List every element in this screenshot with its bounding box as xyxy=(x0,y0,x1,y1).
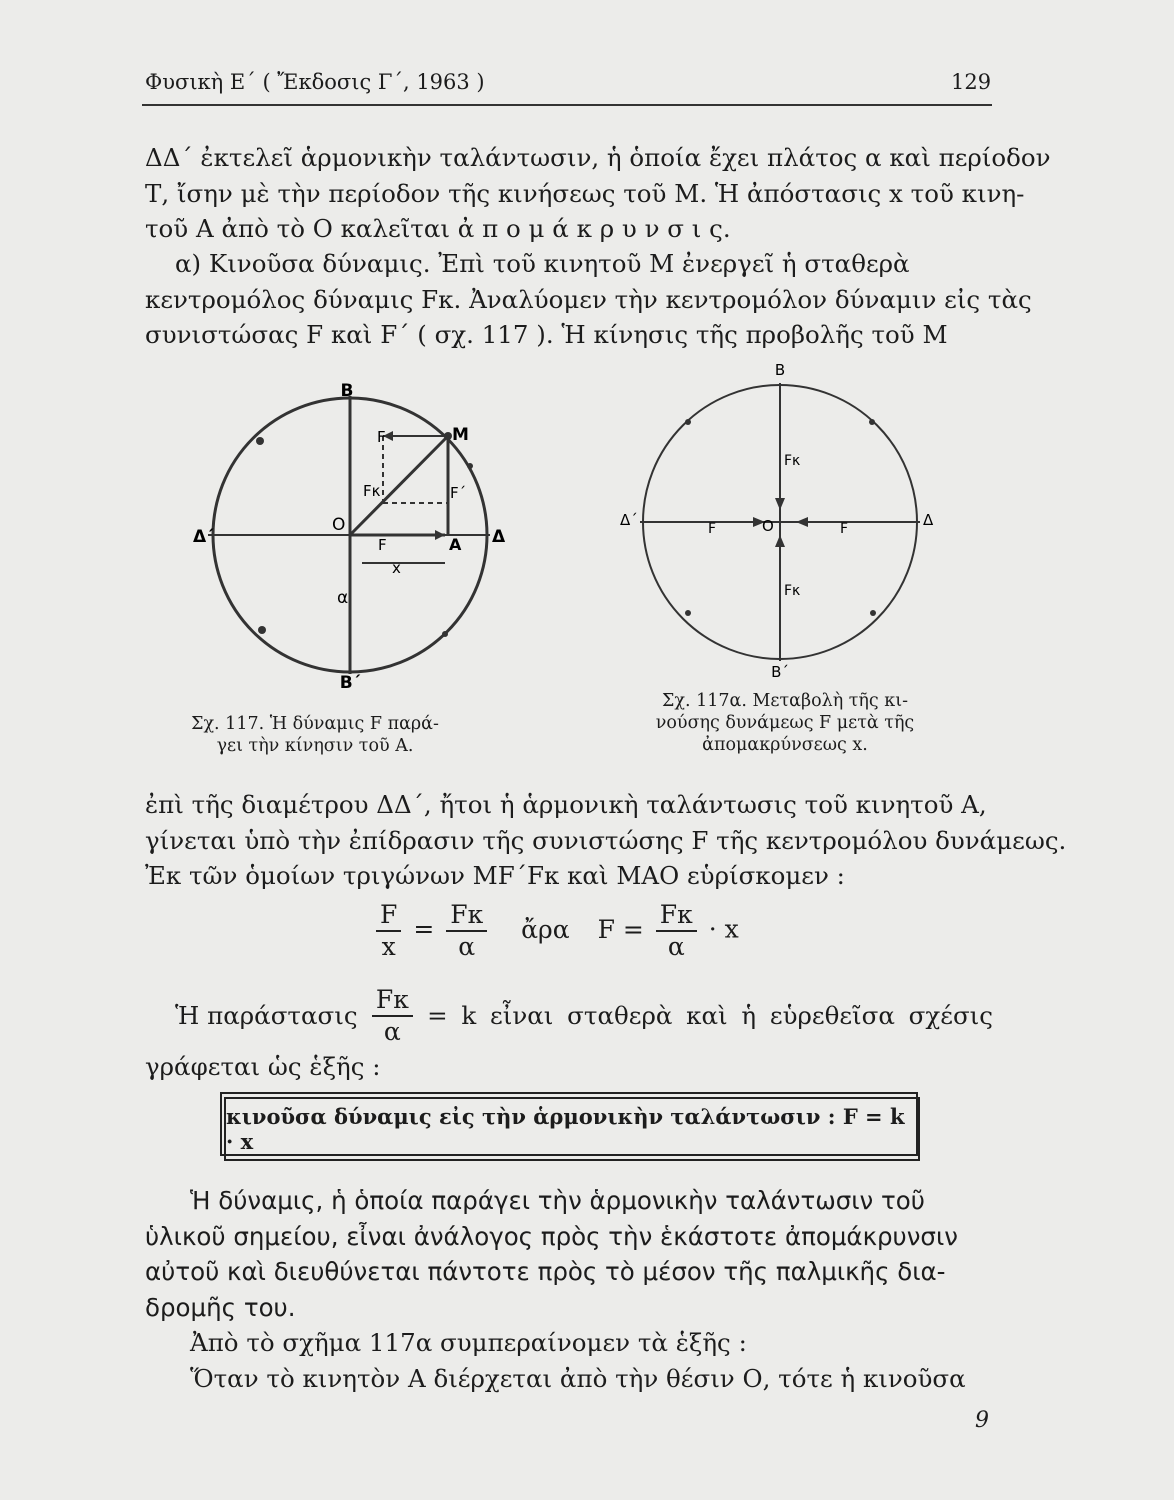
label-x: x xyxy=(392,559,401,577)
label-f-bottom: F xyxy=(378,536,387,554)
text-line: Ἀπὸ τὸ σχῆμα 117α συμπεραίνομεν τὰ ἑξῆς : xyxy=(190,1328,747,1357)
text-line: ΔΔ΄ ἐκτελεῖ ἁρμονικὴν ταλάντωσιν, ἡ ὁποία ἔχει πλάτος α καὶ περίοδον xyxy=(145,143,1051,172)
fraction-denominator: x xyxy=(381,932,396,961)
text-line: Ἡ δύναμις, ἡ ὁποία παράγει τὴν ἁρμονικὴν ταλάντωσιν τοῦ xyxy=(190,1186,925,1215)
fraction xyxy=(376,900,401,962)
fraction-denominator: α xyxy=(383,1017,401,1046)
text-line: Ὅταν τὸ κινητὸν Α διέρχεται ἀπὸ τὴν θέσιν Ο, τότε ἡ κινοῦσα xyxy=(190,1363,966,1393)
equation-tail: · x xyxy=(708,914,739,944)
fraction-denominator: α xyxy=(458,932,476,961)
signature-mark: 9 xyxy=(975,1408,989,1433)
arrow-head xyxy=(775,535,785,547)
label-b-prime: B΄ xyxy=(771,663,789,680)
arrow-head xyxy=(435,530,445,540)
arrow-head xyxy=(796,517,808,527)
point-dot xyxy=(467,463,473,469)
boxed-law-text: κινοῦσα δύναμις εἰς τὴν ἁρμονικὴν ταλάντωσιν : F = k · x xyxy=(226,1104,905,1154)
label-o: O xyxy=(762,517,774,535)
conclusion-paragraph xyxy=(145,1325,993,1396)
fraction xyxy=(656,900,697,962)
text-line: συνιστώσας F καὶ F΄ ( σχ. 117 ). Ἡ κίνησις τῆς προβολῆς τοῦ Μ xyxy=(145,320,948,349)
point-dot xyxy=(258,626,266,634)
section-a-paragraph xyxy=(145,246,1032,353)
statement-paragraph xyxy=(145,1183,993,1325)
label-b: B xyxy=(774,361,786,379)
fraction-numerator: F xyxy=(376,900,401,932)
point-dot xyxy=(444,432,452,440)
figure-117a xyxy=(610,355,950,680)
fraction xyxy=(446,900,487,962)
figure-117a-caption xyxy=(620,690,950,756)
projection-paragraph xyxy=(145,787,1067,894)
caption-line: Σχ. 117α. Μεταβολὴ τῆς κι- xyxy=(662,691,908,711)
text-line: δρομῆς του. xyxy=(145,1292,296,1322)
text-line: γίνεται ὑπὸ τὴν ἐπίδρασιν τῆς συνιστώσης F τῆς κεντρομόλου δυνάμεως. xyxy=(145,825,1067,855)
fraction-numerator: Fκ xyxy=(446,900,487,932)
label-f-right: F xyxy=(840,521,849,537)
label-delta-prime: Δ΄ xyxy=(193,527,214,547)
label-b-prime: B΄ xyxy=(339,673,361,693)
label-delta: Δ xyxy=(923,511,934,529)
equals-sign: = xyxy=(413,914,435,944)
point-dot xyxy=(442,631,448,637)
fraction-numerator: Fκ xyxy=(656,900,697,932)
equation-1 xyxy=(372,900,739,962)
label-o: O xyxy=(332,515,346,535)
running-title: Φυσικὴ Ε΄ ( Ἔκδοσις Γ΄, 1963 ) xyxy=(145,70,485,94)
figure-117-caption xyxy=(180,713,450,757)
boxed-law xyxy=(224,1097,920,1161)
text-line: ἐπὶ τῆς διαμέτρου ΔΔ΄, ἤτοι ἡ ἁρμονικὴ ταλάντωσις τοῦ κινητοῦ Α, xyxy=(145,790,987,819)
label-fk-bottom: Fκ xyxy=(784,583,801,599)
label-fk: Fκ xyxy=(363,482,381,500)
header-rule xyxy=(142,104,992,106)
text-line: τοῦ Α ἀπὸ τὸ Ο καλεῖται ἀ π ο μ ά κ ρ υ ν σ ι ς. xyxy=(145,214,731,243)
figure-117 xyxy=(190,378,520,698)
text-line: α) Κινοῦσα δύναμις. Ἐπὶ τοῦ κινητοῦ Μ ἐνεργεῖ ἡ σταθερὰ xyxy=(175,249,910,278)
ara-word: ἄρα xyxy=(521,914,570,944)
label-a: A xyxy=(449,535,462,554)
label-m: M xyxy=(452,425,469,445)
equation-2-paragraph xyxy=(145,985,993,1085)
fraction-denominator: α xyxy=(667,932,685,961)
point-dot xyxy=(870,610,876,616)
label-delta-prime: Δ΄ xyxy=(620,511,638,529)
caption-line: Σχ. 117. Ἡ δύναμις F παρά- xyxy=(191,714,439,734)
point-dot xyxy=(685,419,691,425)
equation-2-prefix: Ἡ παράστασις xyxy=(175,1001,358,1031)
intro-paragraph xyxy=(145,140,1051,247)
arrow-head xyxy=(775,498,785,510)
fraction xyxy=(372,985,413,1047)
label-alpha: α xyxy=(337,588,349,608)
equation-lhs: F = xyxy=(597,914,644,944)
label-fk-top: Fκ xyxy=(784,453,801,469)
text-line: αὐτοῦ καὶ διευθύνεται πάντοτε πρὸς τὸ μέσον τῆς παλμικῆς δια- xyxy=(145,1257,946,1286)
equation-2-line2: γράφεται ὡς ἑξῆς : xyxy=(145,1052,381,1081)
text-line: ὑλικοῦ σημείου, εἶναι ἀνάλογος πρὸς τὴν ἑκάστοτε ἀπομάκρυνσιν xyxy=(145,1221,958,1251)
caption-line: νούσης δυνάμεως F μετὰ τῆς xyxy=(655,713,915,733)
label-delta: Δ xyxy=(492,527,506,547)
caption-line: γει τὴν κίνησιν τοῦ Α. xyxy=(216,736,414,756)
equation-2-rest: = k εἶναι σταθερὰ καὶ ἡ εὑρεθεῖσα σχέσις xyxy=(427,1001,993,1031)
label-f: F xyxy=(377,428,386,446)
fraction-numerator: Fκ xyxy=(372,985,413,1017)
point-dot xyxy=(685,610,691,616)
label-f-left: F xyxy=(708,521,717,537)
point-dot xyxy=(256,437,264,445)
point-dot xyxy=(869,419,875,425)
text-line: Ἐκ τῶν ὁμοίων τριγώνων ΜF΄Fκ καὶ ΜΑΟ εὑρίσκομεν : xyxy=(145,861,845,890)
label-b: B xyxy=(340,381,354,401)
label-f-prime: F΄ xyxy=(450,484,467,502)
text-line: κεντρομόλος δύναμις Fκ. Ἀναλύομεν τὴν κεντρομόλον δύναμιν εἰς τὰς xyxy=(145,284,1032,314)
text-line: Τ, ἴσην μὲ τὴν περίοδον τῆς κινήσεως τοῦ Μ. Ἡ ἀπόστασις x τοῦ κινη- xyxy=(145,178,1025,208)
caption-line: ἀπομακρύνσεως x. xyxy=(702,735,868,755)
page-number: 129 xyxy=(951,70,992,94)
